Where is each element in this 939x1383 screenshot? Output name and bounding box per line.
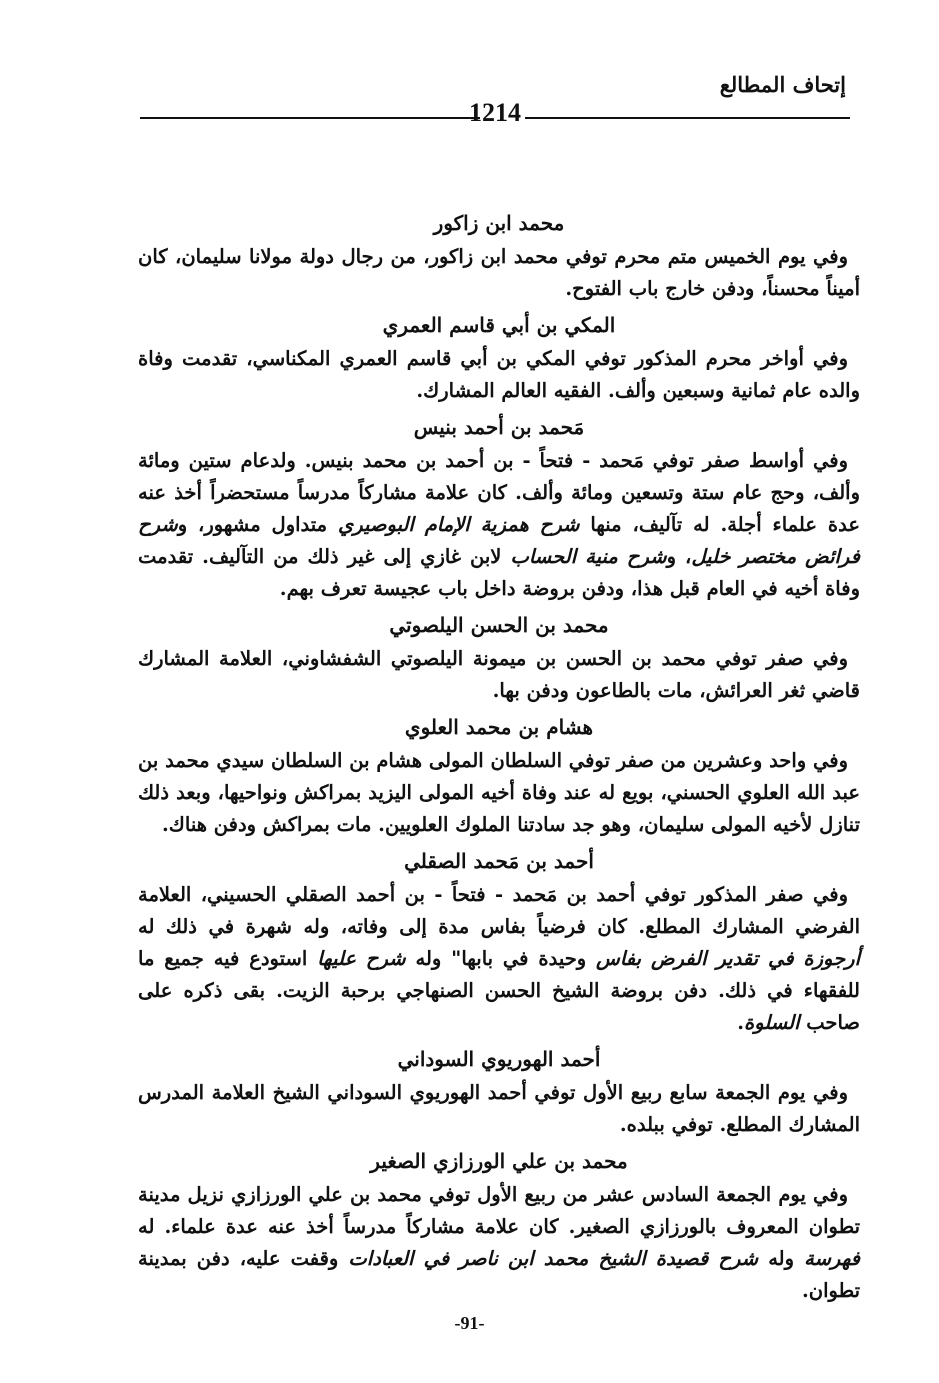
entry-bennis [138, 409, 860, 605]
text-run: وحيدة في بابها" وله [405, 947, 597, 970]
book-title-italic: فهرسة [804, 1247, 861, 1270]
text-run: لابن غازي إلى غير ذلك من التآليف. تقدمت وفاة أخيه في العام قبل هذا، ودفن بروضة داخل باب عجيسة تعرف بهم. [138, 545, 860, 600]
entry-paragraph: وفي صفر توفي محمد بن الحسن بن ميمونة اليلصوتي الشفشاوني، العلامة المشارك قاضي ثغر العرائش، مات بالطاعون ودفن بها. [138, 647, 860, 702]
entry-heading: المكي بن أبي قاسم العمري [382, 313, 616, 337]
entry-paragraph: وفي يوم الجمعة سابع ربيع الأول توفي أحمد الهوريوي السوداني الشيخ العلامة المدرس المشارك المطلع. توفي ببلده. [138, 1081, 860, 1136]
header-page-number: 1214 [469, 98, 521, 127]
text-run: وفي أواسط صفر توفي مَحمد - فتحاً - بن أحمد بن محمد بنيس. ولدعام ستين ومائة وألف، وحج عام ستة وتسعين ومائة وألف. كان علامة مشاركاً مدرساً مستحضراً أخذ عنه عدة علماء أجلة. له تآليف، منها [138, 449, 861, 536]
entry-hisham-alawi [138, 709, 860, 841]
text-run: وفي يوم الجمعة السادس عشر من ربيع الأول توفي محمد بن علي الورزازي نزيل مدينة تطوان المعروف بالورزازي الصغير. كان علامة مشاركاً مدرساً أخذ عنه عدة علماء. له [138, 1183, 860, 1238]
entry-paragraph: وفي أواخر محرم المذكور توفي المكي بن أبي قاسم العمري المكناسي، تقدمت وفاة والده عام ثمانية وسبعين وألف. الفقيه العالم المشارك. [138, 347, 860, 402]
entry-ibn-zakur [138, 205, 860, 305]
entry-paragraph [138, 879, 860, 1039]
entry-heading: أحمد بن مَحمد الصقلي [404, 849, 594, 873]
book-title-italic: شرح قصيدة الشيخ محمد ابن ناصر في العبادات [348, 1247, 759, 1270]
text-run: . [737, 1011, 744, 1034]
entry-paragraph [138, 445, 860, 605]
book-title-italic: أرجوزة في تقدير الفرض بفاس [596, 947, 860, 970]
entry-al-warzazi [138, 1143, 860, 1307]
text-run: وقفت عليه، دفن بمدينة تطوان. [138, 1247, 860, 1302]
entry-heading: محمد بن الحسن اليلصوتي [389, 613, 609, 637]
entry-heading: محمد بن علي الورزازي الصغير [370, 1149, 628, 1173]
entry-al-huriyawi [138, 1041, 860, 1141]
entry-al-umari [138, 307, 860, 407]
entry-al-siqilli [138, 843, 860, 1039]
page-content [138, 205, 860, 1309]
running-book-title: إتحاف المطالع [719, 72, 846, 97]
entry-heading: هشام بن محمد العلوي [404, 715, 594, 739]
book-title-italic: شرح عليها [317, 947, 406, 970]
entry-paragraph: وفي واحد وعشرين من صفر توفي السلطان المولى هشام بن السلطان سيدي محمد بن عبد الله العلوي الحسني، بويع له عند وفاة أخيه المولى اليزيد بمراكش ونواحيها، وبعد ذلك تنازل لأخيه المولى سليمان، وهو جد سادتنا الملوك العلويين. مات بمراكش ودفن هناك. [138, 749, 860, 836]
page-header [140, 72, 850, 132]
text-run: متداول مشهور، و [177, 513, 339, 536]
text-run: استودع فيه جميع ما للفقهاء في ذلك. دفن بروضة الشيخ الحسن الصنهاجي برحبة الزيت. بقى ذكره على صاحب [138, 947, 860, 1034]
header-rule-right [525, 117, 850, 119]
entry-heading: أحمد الهوريوي السوداني [397, 1047, 601, 1071]
book-title-italic: شرح منية الحساب [510, 545, 667, 568]
footer-page-number: -91- [454, 1313, 485, 1333]
entry-heading: مَحمد بن أحمد بنيس [413, 415, 585, 439]
text-run: وله [758, 1247, 805, 1270]
entry-paragraph [138, 1179, 860, 1307]
book-title-italic: شرح فرائض مختصر خليل [138, 513, 860, 568]
book-title-italic: شرح همزية الإمام البوصيري [338, 513, 580, 536]
header-rule-left [140, 117, 480, 119]
text-run: ، و [666, 545, 692, 568]
entry-paragraph: وفي يوم الخميس متم محرم توفي محمد ابن زاكور، من رجال دولة مولانا سليمان، كان أميناً محسناً، ودفن خارج باب الفتوح. [138, 245, 860, 300]
entry-heading: محمد ابن زاكور [433, 211, 565, 235]
text-run: وفي صفر المذكور توفي أحمد بن مَحمد - فتحاً - بن أحمد الصقلي الحسيني، العلامة الفرضي المشارك المطلع. كان فرضياً بفاس مدة إلى وفاته، وله شهرة في ذلك له [138, 883, 860, 938]
book-title-italic: السلوة [743, 1011, 800, 1034]
entry-al-yalsuti [138, 607, 860, 707]
